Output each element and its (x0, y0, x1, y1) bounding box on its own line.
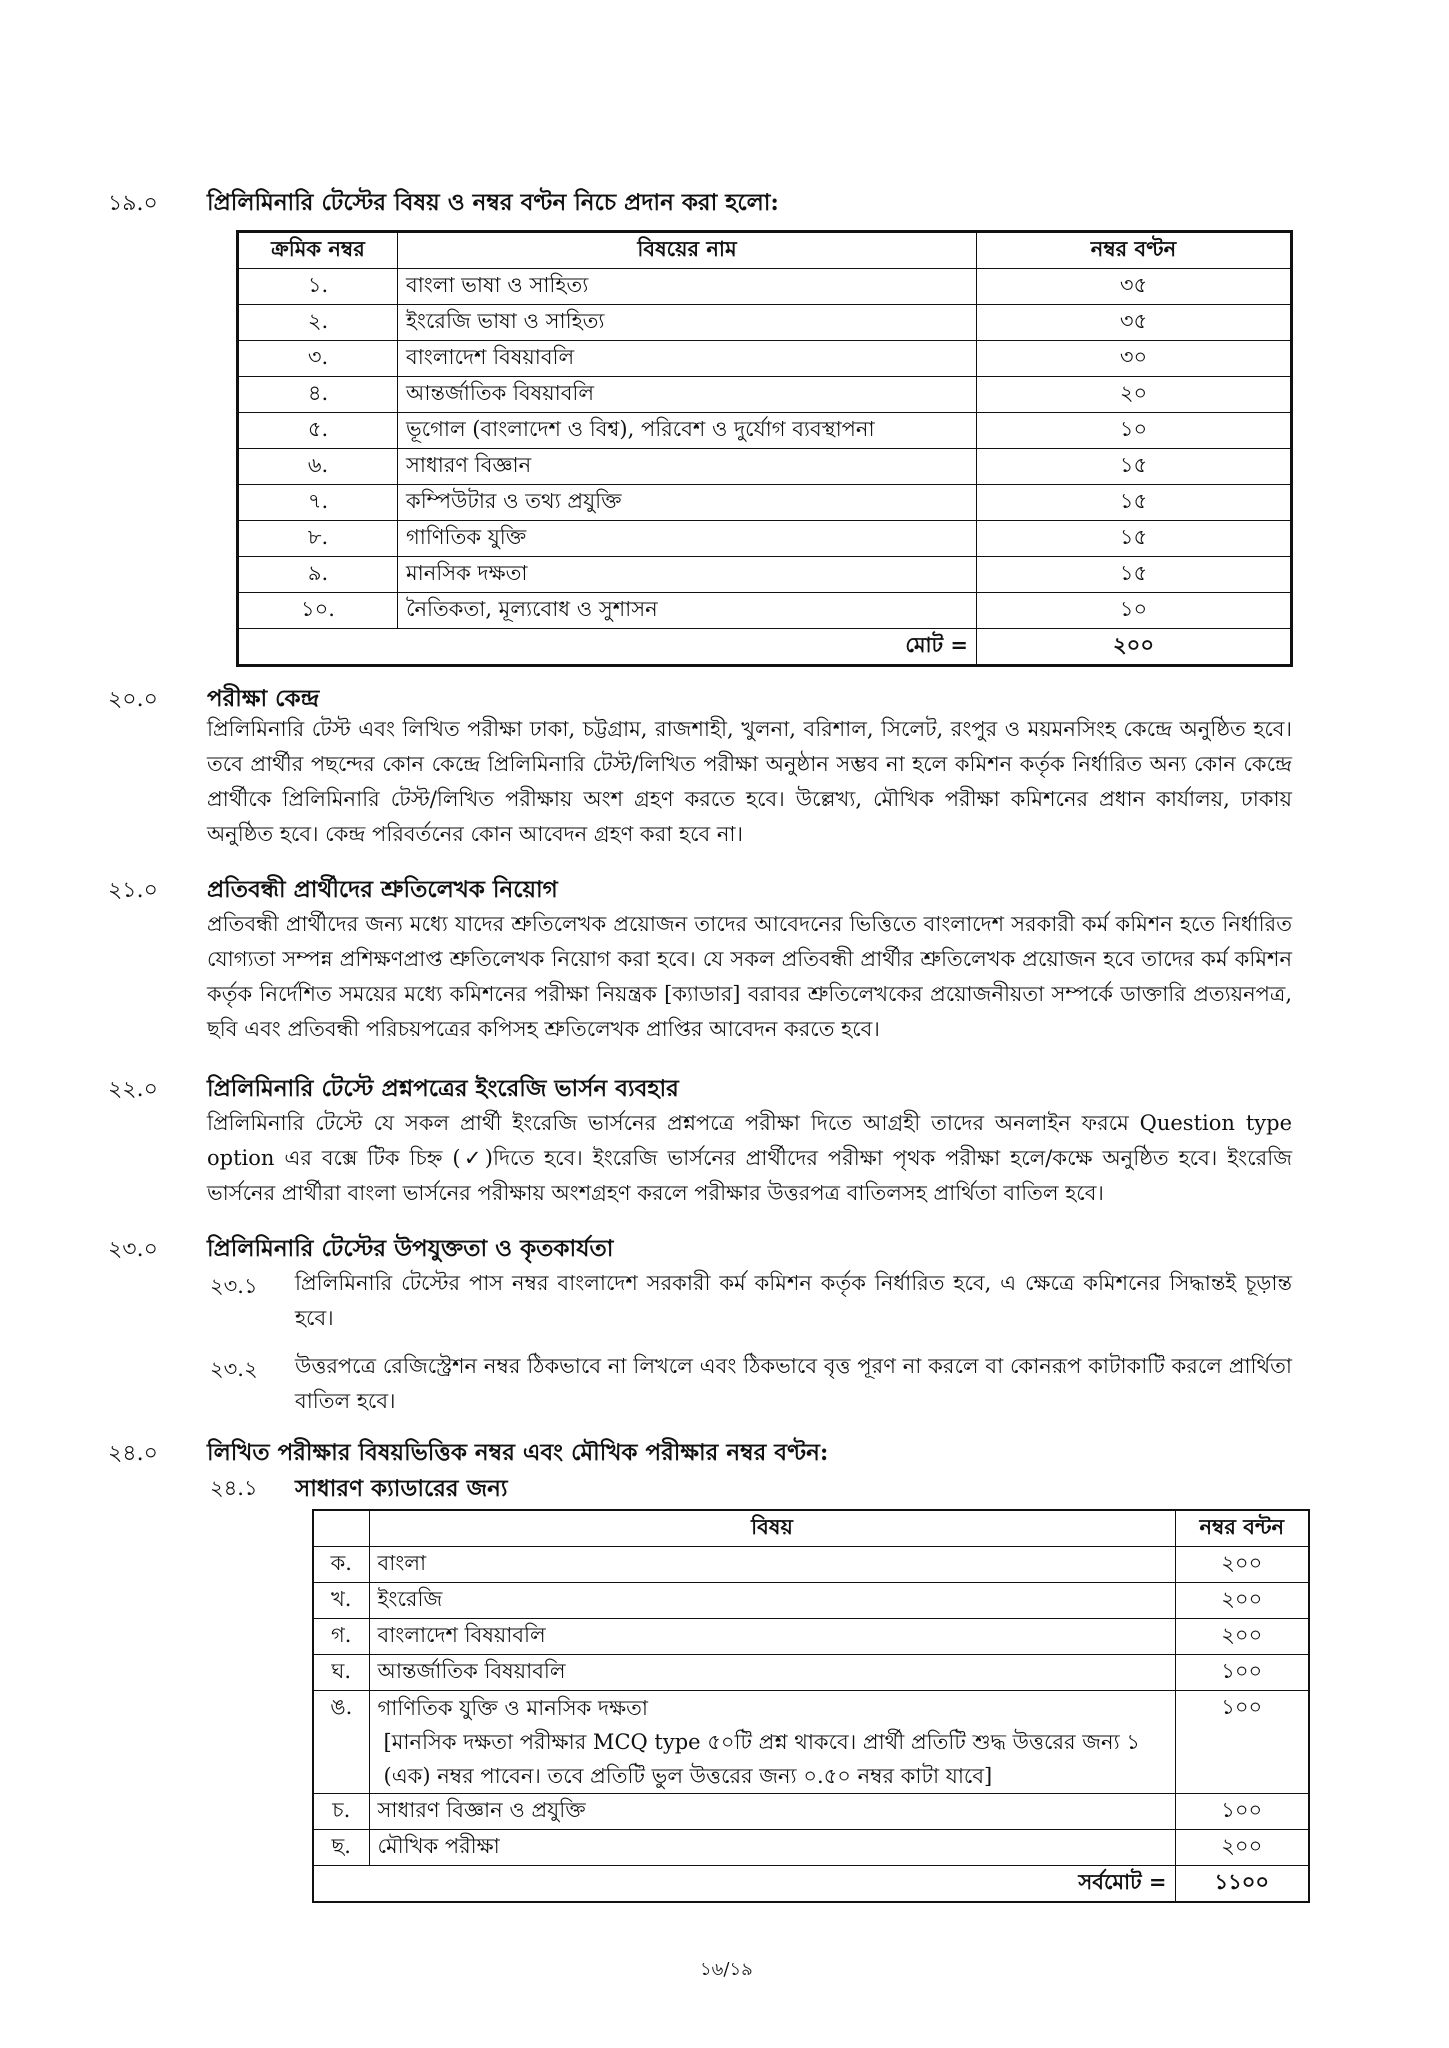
table-row (313, 1547, 1309, 1583)
table-row (238, 305, 1292, 341)
table-row (238, 377, 1292, 413)
grand-total-value: ১১০০ (1175, 1866, 1309, 1903)
row-subject: ইংরেজি ভাষা ও সাহিত্য (398, 305, 977, 341)
row-serial: ৪. (238, 377, 398, 413)
table-row (238, 521, 1292, 557)
item-23-1-number: ২৩.১ (210, 1274, 258, 1298)
row-marks: ২০০ (1175, 1583, 1309, 1619)
section-23-number: ২৩.০ (108, 1237, 158, 1262)
grand-total-label: সর্বমোট = (313, 1866, 1175, 1903)
row-subject: বাংলা ভাষা ও সাহিত্য (398, 269, 977, 305)
table-row (238, 413, 1292, 449)
row-serial: ৭. (238, 485, 398, 521)
section-21-body: প্রতিবন্ধী প্রার্থীদের জন্য মধ্যে যাদের শ্রুতিলেখক প্রয়োজন তাদের আবেদনের ভিত্তিতে বাংলাদেশ সরকারী কর্ম কমিশন হতে নির্ধারিত যোগ্যতা সম্পন্ন প্রশিক্ষণপ্রাপ্ত শ্রুতিলেখক নিয়োগ করা হবে। যে সকল প্রতিবন্ধী প্রার্থীর শ্রুতিলেখক প্রয়োজন হবে তাদের কর্ম কমিশন কর্তৃক নির্দেশিত সময়ের মধ্যে কমিশনের পরীক্ষা নিয়ন্ত্রক [ক্যাডার] বরাবর শ্রুতিলেখকের প্রয়োজনীয়তা সম্পর্কে ডাক্তারি প্রত্যয়নপত্র, ছবি এবং প্রতিবন্ধী পরিচয়পত্রের কপিসহ শ্রুতিলেখক প্রাপ্তির আবেদন করতে হবে। (207, 912, 1292, 1041)
table-row (238, 341, 1292, 377)
row-marks: ১৫ (977, 521, 1292, 557)
written-marks-table (312, 1509, 1310, 1903)
row-serial: ৬. (238, 449, 398, 485)
page-number: ১৬/১৯ (700, 1959, 753, 1980)
col-header-subject: বিষয় (369, 1510, 1175, 1547)
section-24-number: ২৪.০ (108, 1441, 158, 1466)
row-marks: ১০০ (1175, 1794, 1309, 1830)
table-row (313, 1583, 1309, 1619)
table-row (313, 1655, 1309, 1691)
section-20-number: ২০.০ (108, 687, 158, 712)
table-row (238, 593, 1292, 629)
table-row (238, 269, 1292, 305)
row-marks: ২০ (977, 377, 1292, 413)
table-row (238, 485, 1292, 521)
row-subject: বাংলা (369, 1547, 1175, 1583)
row-subject: গাণিতিক যুক্তি (398, 521, 977, 557)
row-marks: ১০০ (1175, 1655, 1309, 1691)
col-header-serial: ক্রমিক নম্বর (238, 232, 398, 269)
row-marks: ১৫ (977, 449, 1292, 485)
section-24-heading: লিখিত পরীক্ষার বিষয়ভিত্তিক নম্বর এবং মৌখিক পরীক্ষার নম্বর বণ্টন: (207, 1439, 829, 1466)
table-row (313, 1830, 1309, 1866)
subsection-24-1-heading: সাধারণ ক্যাডারের জন্য (295, 1475, 508, 1502)
prelim-marks-table (236, 230, 1293, 667)
section-19-heading: প্রিলিমিনারি টেস্টের বিষয় ও নম্বর বণ্টন নিচে প্রদান করা হলো: (207, 189, 779, 216)
row-label: গ. (313, 1619, 369, 1655)
row-label: খ. (313, 1583, 369, 1619)
item-23-2-number: ২৩.২ (210, 1357, 258, 1381)
row-serial: ৮. (238, 521, 398, 557)
row-serial: ৫. (238, 413, 398, 449)
row-marks: ১০০ (1175, 1691, 1309, 1794)
row-label: ক. (313, 1547, 369, 1583)
row-label: ঘ. (313, 1655, 369, 1691)
table-row (313, 1794, 1309, 1830)
section-21-heading: প্রতিবন্ধী প্রার্থীদের শ্রুতিলেখক নিয়োগ (207, 876, 558, 903)
section-23-heading: প্রিলিমিনারি টেস্টের উপযুক্ততা ও কৃতকার্যতা (207, 1235, 614, 1262)
total-value: ২০০ (977, 629, 1292, 666)
row-marks: ২০০ (1175, 1830, 1309, 1866)
col-header-blank (313, 1510, 369, 1547)
col-header-subject: বিষয়ের নাম (398, 232, 977, 269)
row-subject: নৈতিকতা, মূল্যবোধ ও সুশাসন (398, 593, 977, 629)
row-subject: মৌখিক পরীক্ষা (369, 1830, 1175, 1866)
row-subject: আন্তর্জাতিক বিষয়াবলি (369, 1655, 1175, 1691)
section-21-number: ২১.০ (108, 878, 158, 903)
row-subject-with-note (369, 1691, 1175, 1794)
section-20-body: প্রিলিমিনারি টেস্ট এবং লিখিত পরীক্ষা ঢাকা, চট্টগ্রাম, রাজশাহী, খুলনা, বরিশাল, সিলেট, রংপুর ও ময়মনসিংহ কেন্দ্রে অনুষ্ঠিত হবে। তবে প্রার্থীর পছন্দের কোন কেন্দ্রে প্রিলিমিনারি টেস্ট/লিখিত পরীক্ষা অনুষ্ঠান সম্ভব না হলে কমিশন কর্তৃক নির্ধারিত অন্য কোন কেন্দ্রে প্রার্থীকে প্রিলিমিনারি টেস্ট/লিখিত পরীক্ষায় অংশ গ্রহণ করতে হবে। উল্লেখ্য, মৌখিক পরীক্ষা কমিশনের প্রধান কার্যালয়, ঢাকায় অনুষ্ঠিত হবে। কেন্দ্র পরিবর্তনের কোন আবেদন গ্রহণ করা হবে না। (207, 717, 1292, 846)
section-22-number: ২২.০ (108, 1077, 158, 1102)
row-marks: ১৫ (977, 485, 1292, 521)
row-label: চ. (313, 1794, 369, 1830)
row-subject: বাংলাদেশ বিষয়াবলি (369, 1619, 1175, 1655)
row-subject: কম্পিউটার ও তথ্য প্রযুক্তি (398, 485, 977, 521)
row-marks: ৩৫ (977, 305, 1292, 341)
section-20-heading: পরীক্ষা কেন্দ্র (207, 685, 320, 712)
section-22-heading: প্রিলিমিনারি টেস্টে প্রশ্নপত্রের ইংরেজি ভার্সন ব্যবহার (207, 1075, 679, 1102)
row-serial: ২. (238, 305, 398, 341)
table-row (238, 449, 1292, 485)
item-23-2-text: উত্তরপত্রে রেজিস্ট্রেশন নম্বর ঠিকভাবে না লিখলে এবং ঠিকভাবে বৃত্ত পূরণ না করলে বা কোনরূপ কাটাকাটি করলে প্রার্থিতা বাতিল হবে। (295, 1354, 1292, 1413)
mcq-note: [মানসিক দক্ষতা পরীক্ষার MCQ type ৫০টি প্রশ্ন থাকবে। প্রার্থী প্রতিটি শুদ্ধ উত্তরের জন্য ১ (এক) নম্বর পাবেন। তবে প্রতিটি ভুল উত্তরের জন্য ০.৫০ নম্বর কাটা যাবে] (383, 1730, 1140, 1788)
row-marks: ১৫ (977, 557, 1292, 593)
row-marks: ৩০ (977, 341, 1292, 377)
row-subject: আন্তর্জাতিক বিষয়াবলি (398, 377, 977, 413)
row-serial: ৯. (238, 557, 398, 593)
row-subject: সাধারণ বিজ্ঞান ও প্রযুক্তি (369, 1794, 1175, 1830)
row-marks: ২০০ (1175, 1547, 1309, 1583)
table-row (238, 557, 1292, 593)
row-subject: বাংলাদেশ বিষয়াবলি (398, 341, 977, 377)
col-header-marks: নম্বর বন্টন (1175, 1510, 1309, 1547)
row-label: ছ. (313, 1830, 369, 1866)
row-subject: গাণিতিক যুক্তি ও মানসিক দক্ষতা (377, 1696, 648, 1720)
table-row (313, 1619, 1309, 1655)
table-row (313, 1691, 1309, 1794)
row-serial: ১০. (238, 593, 398, 629)
row-label: ঙ. (313, 1691, 369, 1794)
subsection-24-1-number: ২৪.১ (210, 1476, 258, 1500)
row-subject: মানসিক দক্ষতা (398, 557, 977, 593)
row-marks: ৩৫ (977, 269, 1292, 305)
item-23-1-text: প্রিলিমিনারি টেস্টের পাস নম্বর বাংলাদেশ সরকারী কর্ম কমিশন কর্তৃক নির্ধারিত হবে, এ ক্ষেত্রে কমিশনের সিদ্ধান্তই চূড়ান্ত হবে। (295, 1271, 1292, 1330)
row-serial: ৩. (238, 341, 398, 377)
section-22-body: প্রিলিমিনারি টেস্টে যে সকল প্রার্থী ইংরেজি ভার্সনের প্রশ্নপত্রে পরীক্ষা দিতে আগ্রহী তাদের অনলাইন ফরমে Question type option এর বক্সে টিক চিহ্ন (✓)দিতে হবে। ইংরেজি ভার্সনের প্রার্থীদের পরীক্ষা পৃথক পরীক্ষা হলে/কক্ষে অনুষ্ঠিত হবে। ইংরেজি ভার্সনের প্রার্থীরা বাংলা ভার্সনের পরীক্ষায় অংশগ্রহণ করলে পরীক্ষার উত্তরপত্র বাতিলসহ প্রার্থিতা বাতিল হবে। (207, 1111, 1292, 1205)
row-marks: ২০০ (1175, 1619, 1309, 1655)
total-label: মোট = (238, 629, 977, 666)
row-marks: ১০ (977, 413, 1292, 449)
row-marks: ১০ (977, 593, 1292, 629)
row-subject: ইংরেজি (369, 1583, 1175, 1619)
row-subject: সাধারণ বিজ্ঞান (398, 449, 977, 485)
col-header-marks: নম্বর বণ্টন (977, 232, 1292, 269)
row-subject: ভূগোল (বাংলাদেশ ও বিশ্ব), পরিবেশ ও দুর্যোগ ব্যবস্থাপনা (398, 413, 977, 449)
section-19-number: ১৯.০ (108, 191, 158, 216)
row-serial: ১. (238, 269, 398, 305)
